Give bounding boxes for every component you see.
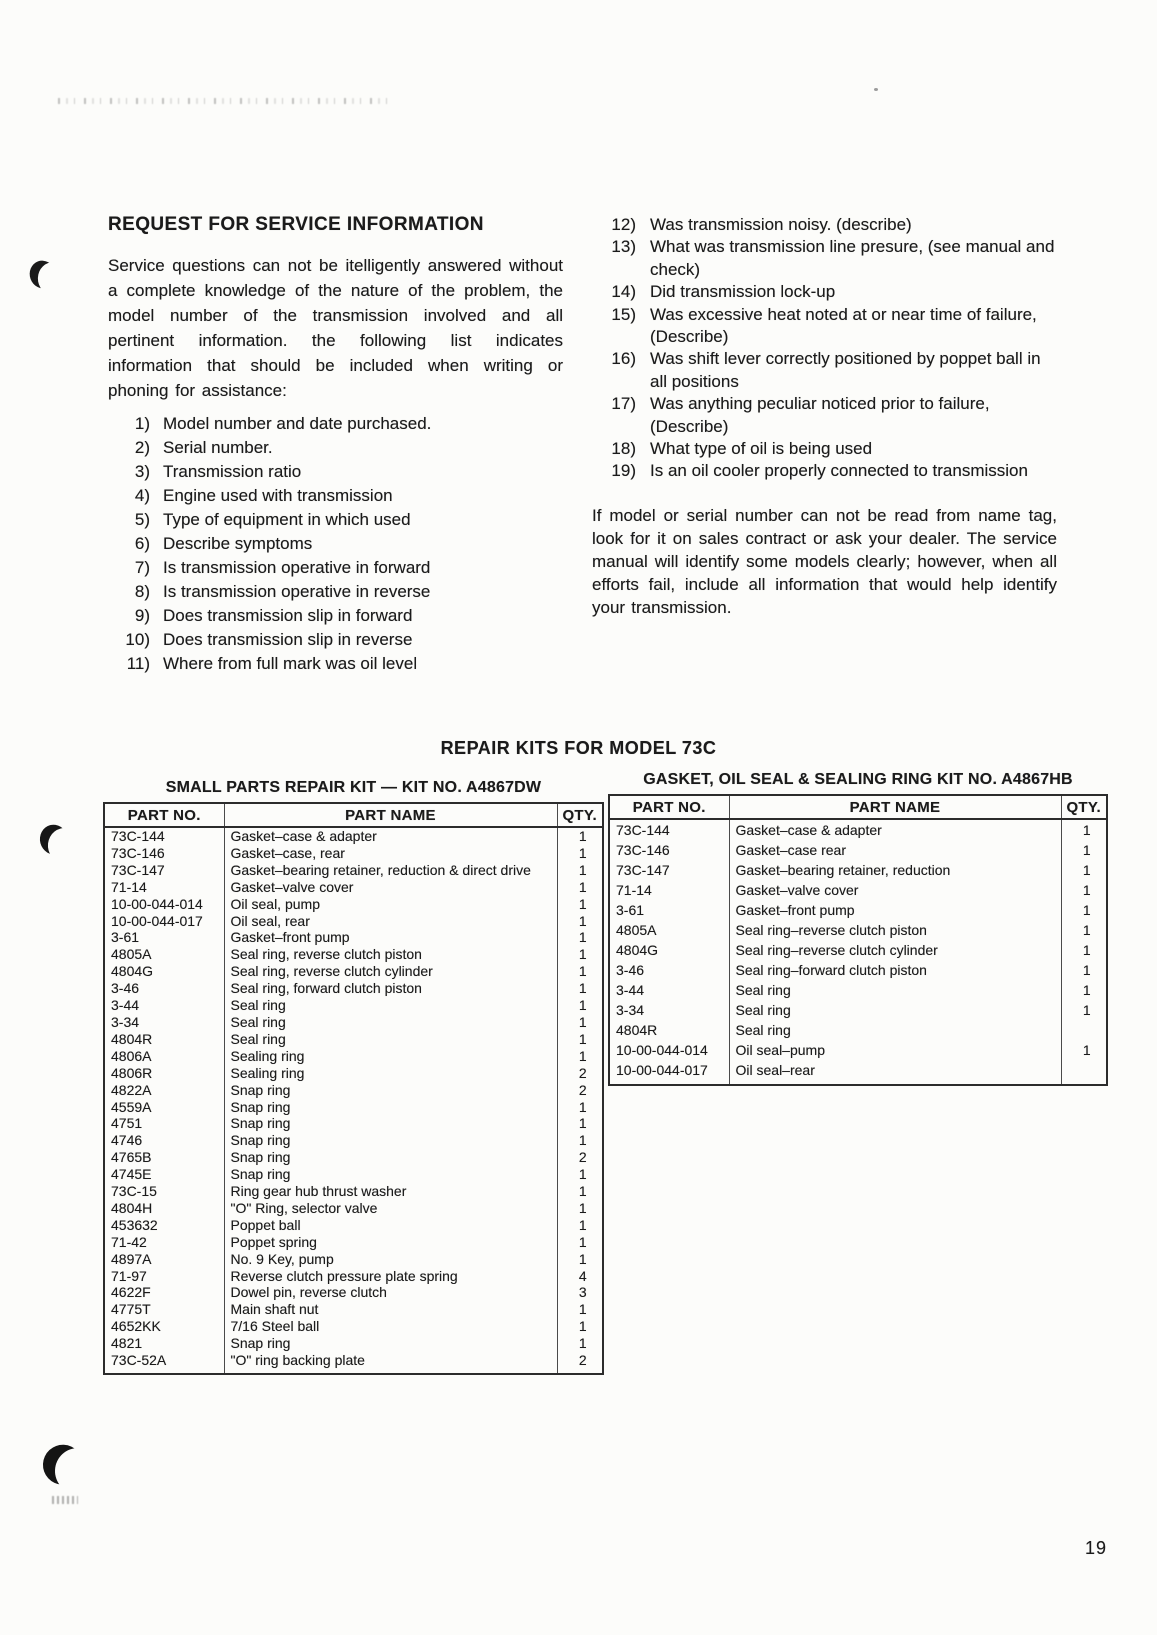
table-row [104,963,603,980]
part-no-cell: 4745E [111,1166,152,1183]
list-item-text: Was excessive heat noted at or near time of failure, (Describe) [650,304,1037,347]
part-name-cell: Gasket–valve cover [729,880,1061,900]
part-name-cell: Snap ring [224,1115,557,1132]
part-no-cell: 73C-147 [111,861,165,878]
list-item [108,436,563,460]
list-item-number: 3) [134,462,150,481]
table-row [104,1115,603,1132]
column-header-part-no: PART NO. [609,795,729,819]
table-row [104,1132,603,1149]
part-no-cell: 4804G [111,963,154,980]
part-name-cell: Seal ring [224,1014,557,1031]
part-no-cell: 3-61 [111,929,140,946]
list-item [108,580,563,604]
part-no-cell: 71-14 [616,882,652,898]
part-no-cell: 73C-144 [111,828,165,844]
qty-cell: 4 [557,1268,603,1285]
qty-cell: 1 [1061,819,1107,840]
part-name-cell: Snap ring [224,1132,557,1149]
part-name-cell: Main shaft nut [224,1301,557,1318]
qty-cell [1061,1060,1107,1085]
part-name-cell: Seal ring [729,980,1061,1000]
part-no-cell: 4822A [111,1081,152,1098]
part-no-cell: 453632 [111,1216,158,1233]
part-name-cell: Oil seal, pump [224,896,557,913]
part-name-cell: Poppet spring [224,1234,557,1251]
part-name-cell: Snap ring [224,1082,557,1099]
small-parts-table [103,802,604,1375]
part-no-cell: 4804G [616,942,659,958]
list-item [592,281,1057,303]
qty-cell: 2 [557,1065,603,1082]
part-no-cell: 4804R [111,1030,153,1047]
part-no-cell: 4746 [111,1132,143,1149]
qty-cell: 1 [557,827,603,845]
part-name-cell: Oil seal–pump [729,1040,1061,1060]
qty-cell: 1 [1061,940,1107,960]
column-header-part-name: PART NAME [729,795,1061,819]
qty-cell: 3 [557,1284,603,1301]
table-row [104,1217,603,1234]
part-name-cell: Seal ring, reverse clutch piston [224,946,557,963]
qty-cell: 1 [557,946,603,963]
list-item-text: Did transmission lock-up [650,282,836,302]
table-row [104,879,603,896]
qty-cell: 1 [557,1014,603,1031]
part-name-cell: Sealing ring [224,1065,557,1082]
gasket-kit-title: GASKET, OIL SEAL & SEALING RING KIT NO. A4867HB [643,771,1073,788]
qty-cell: 2 [557,1149,603,1166]
ink-mark-icon [33,258,75,301]
qty-cell: 1 [557,1234,603,1251]
part-no-cell: 3-34 [616,1002,645,1018]
small-parts-table-body [104,827,603,1374]
table-row [104,1234,603,1251]
list-item [108,412,563,436]
table-row [104,1065,603,1082]
part-name-cell: Gasket–valve cover [224,879,557,896]
list-item-number: 7) [134,558,150,577]
table-row [104,1335,603,1352]
list-item-number: 12) [611,215,636,234]
part-name-cell: Seal ring–forward clutch piston [729,960,1061,980]
qty-cell: 1 [1061,900,1107,920]
list-item-text: Does transmission slip in forward [163,606,413,625]
qty-cell: 2 [557,1352,603,1374]
part-name-cell: Oil seal, rear [224,913,557,930]
part-no-cell: 4806A [111,1047,152,1064]
intro-paragraph: Service questions can not be itelligently answered without a complete knowledge of the nature of the problem, the model number of the transmission involved and all pertinent information. the following list indicates information that should be included when writing or phoning for assistance: [108,256,563,400]
table-row [609,1020,1107,1040]
list-item-text: Does transmission slip in reverse [163,630,413,649]
part-no-cell: 4804R [616,1022,658,1038]
part-no-cell: 4821 [111,1335,143,1352]
list-item-text: Was anything peculiar noticed prior to failure, (Describe) [650,394,990,436]
part-no-cell: 3-61 [616,902,645,918]
list-item [108,532,563,556]
table-row [104,1014,603,1031]
list-item [592,214,1057,236]
qty-cell: 1 [1061,880,1107,900]
table-row [104,862,603,879]
part-no-cell: 10-00-044-017 [111,912,203,929]
repair-kits-heading: REPAIR KITS FOR MODEL 73C [440,738,717,758]
list-item-number: 8) [134,582,150,601]
list-item-number: 17) [611,394,636,414]
table-row [104,1284,603,1301]
list-item-number: 18) [611,439,636,459]
gasket-kit-table-header [609,795,1107,819]
qty-cell: 1 [557,1031,603,1048]
part-name-cell: Gasket–front pump [729,900,1061,920]
part-name-cell: Snap ring [224,1099,557,1116]
part-no-cell: 4622F [111,1284,151,1301]
table-row [609,1040,1107,1060]
service-info-left-column [108,214,563,676]
ink-mark-icon [44,824,86,868]
part-no-cell: 10-00-044-017 [616,1062,708,1078]
list-item-text: Transmission ratio [163,462,302,481]
part-name-cell: Seal ring [729,1000,1061,1020]
table-row [104,896,603,913]
part-name-cell: Seal ring [224,997,557,1014]
table-row [609,940,1107,960]
part-name-cell: "O" Ring, selector valve [224,1200,557,1217]
list-item-text: What was transmission line presure, (see manual and check) [650,237,1055,279]
table-row [104,1251,603,1268]
part-name-cell: Gasket–case, rear [224,845,557,862]
part-name-cell: Gasket–case rear [729,840,1061,860]
part-name-cell: Gasket–bearing retainer, reduction [729,860,1061,880]
qty-cell: 1 [557,997,603,1014]
list-item-number: 1) [134,414,150,433]
list-item-number: 10) [125,630,150,649]
table-row [104,997,603,1014]
ink-mark-tail [52,1496,78,1504]
scan-speck [874,88,878,91]
qty-cell: 1 [557,1099,603,1116]
list-item-number: 19) [611,461,636,481]
part-name-cell: "O" ring backing plate [224,1352,557,1374]
qty-cell: 1 [557,845,603,862]
qty-cell: 1 [557,929,603,946]
table-row [104,1200,603,1217]
list-item-text: Serial number. [163,438,273,457]
qty-cell: 1 [557,1115,603,1132]
part-no-cell: 71-97 [111,1267,147,1284]
table-row [609,960,1107,980]
list-item-text: Was transmission noisy. (describe) [650,215,912,234]
part-name-cell: Seal ring–reverse clutch cylinder [729,940,1061,960]
part-no-cell: 3-46 [616,962,645,978]
header-row [104,803,603,827]
list-item-text: Is an oil cooler properly connected to transmission [650,461,1028,481]
list-item-text: Describe symptoms [163,534,313,553]
part-no-cell: 3-46 [111,980,140,997]
qty-cell: 1 [1061,920,1107,940]
table-row [104,946,603,963]
table-row [104,913,603,930]
table-row [104,1166,603,1183]
ink-mark-icon [49,1442,108,1501]
scan-smudge [58,98,388,104]
qty-cell: 1 [1061,860,1107,880]
qty-cell: 1 [557,862,603,879]
part-name-cell: Gasket–case & adapter [224,827,557,845]
qty-cell: 1 [1061,960,1107,980]
table-row [609,980,1107,1000]
part-no-cell: 4775T [111,1301,151,1318]
list-item [592,393,1057,438]
column-header-part-no: PART NO. [104,803,224,827]
table-row [104,1099,603,1116]
list-item-number: 15) [611,304,636,324]
table-row [104,1352,603,1374]
part-name-cell: Seal ring–reverse clutch piston [729,920,1061,940]
list-item-number: 14) [611,282,636,302]
table-row [609,840,1107,860]
column-header-qty: QTY. [557,803,603,827]
small-parts-kit-title: SMALL PARTS REPAIR KIT — KIT NO. A4867DW [165,779,542,796]
part-name-cell: Gasket–front pump [224,929,557,946]
part-no-cell: 71-42 [111,1233,147,1250]
qty-cell: 1 [1061,980,1107,1000]
list-item [592,236,1057,281]
part-no-cell: 4897A [111,1250,152,1267]
gasket-kit-table [608,794,1108,1086]
part-name-cell: Gasket–bearing retainer, reduction & direct drive [224,862,557,879]
list-item [108,460,563,484]
qty-cell: 1 [557,980,603,997]
qty-cell: 1 [557,1318,603,1335]
table-row [104,1149,603,1166]
qty-cell: 2 [557,1082,603,1099]
qty-cell: 1 [557,1301,603,1318]
qty-cell: 1 [557,896,603,913]
part-no-cell: 4804H [111,1199,153,1216]
table-row [104,827,603,845]
part-no-cell: 10-00-044-014 [616,1042,708,1058]
list-item-text: Was shift lever correctly positioned by poppet ball in all positions [650,349,1041,391]
gasket-kit-section [608,771,1108,1086]
list-item [592,304,1057,349]
list-item-text: What type of oil is being used [650,439,873,459]
part-name-cell: Seal ring, reverse clutch cylinder [224,963,557,980]
list-item-number: 6) [134,534,150,553]
part-name-cell: Snap ring [224,1166,557,1183]
part-name-cell: Ring gear hub thrust washer [224,1183,557,1200]
part-no-cell: 10-00-044-014 [111,895,203,912]
part-no-cell: 3-34 [111,1013,140,1030]
part-name-cell: 7/16 Steel ball [224,1318,557,1335]
list-item [108,628,563,652]
table-row [104,929,603,946]
table-row [609,920,1107,940]
part-no-cell: 73C-147 [616,862,670,878]
table-row [609,880,1107,900]
service-checklist-items-1-11 [108,412,563,676]
list-item-text: Where from full mark was oil level [163,654,418,673]
part-no-cell: 4652KK [111,1318,161,1335]
part-name-cell: Oil seal–rear [729,1060,1061,1085]
list-item-text: Is transmission operative in reverse [163,582,431,601]
small-parts-kit-section [103,779,604,1375]
list-item-number: 5) [134,510,150,529]
qty-cell: 1 [557,1200,603,1217]
qty-cell: 1 [1061,1000,1107,1020]
list-item-text: Is transmission operative in forward [163,558,431,577]
list-item [592,438,1057,460]
part-no-cell: 73C-146 [616,842,670,858]
part-name-cell: Seal ring, forward clutch piston [224,980,557,997]
part-no-cell: 3-44 [111,997,140,1014]
list-item-number: 13) [611,237,636,257]
list-item-number: 11) [126,654,150,673]
qty-cell: 1 [1061,1040,1107,1060]
part-name-cell: Dowel pin, reverse clutch [224,1284,557,1301]
part-name-cell: Seal ring [224,1031,557,1048]
list-item-text: Model number and date purchased. [163,414,432,433]
table-row [609,819,1107,840]
list-item [108,652,563,676]
part-name-cell: Seal ring [729,1020,1061,1040]
small-parts-table-header [104,803,603,827]
table-row [104,845,603,862]
qty-cell: 1 [557,1132,603,1149]
header-row [609,795,1107,819]
part-no-cell: 4805A [616,922,657,938]
part-name-cell: Sealing ring [224,1048,557,1065]
qty-cell: 1 [557,1048,603,1065]
list-item-text: Type of equipment in which used [163,510,411,529]
column-header-part-name: PART NAME [224,803,557,827]
table-row [104,1082,603,1099]
list-item [108,604,563,628]
gasket-kit-table-body [609,819,1107,1085]
part-name-cell: Reverse clutch pressure plate spring [224,1268,557,1285]
qty-cell: 1 [557,1183,603,1200]
qty-cell: 1 [557,879,603,896]
list-item-number: 16) [611,349,636,369]
part-no-cell: 73C-144 [616,822,670,838]
qty-cell: 1 [1061,840,1107,860]
part-no-cell: 3-44 [616,982,645,998]
part-name-cell: Snap ring [224,1149,557,1166]
qty-cell: 1 [557,963,603,980]
column-header-qty: QTY. [1061,795,1107,819]
part-no-cell: 4805A [111,946,152,963]
qty-cell: 1 [557,913,603,930]
table-row [609,1060,1107,1085]
qty-cell: 1 [557,1217,603,1234]
part-name-cell: No. 9 Key, pump [224,1251,557,1268]
table-row [609,900,1107,920]
part-name-cell: Poppet ball [224,1217,557,1234]
qty-cell: 1 [557,1166,603,1183]
qty-cell [1061,1020,1107,1040]
table-row [104,1318,603,1335]
list-item-number: 2) [134,438,150,457]
table-row [104,1183,603,1200]
list-item [108,508,563,532]
list-item [108,484,563,508]
qty-cell: 1 [557,1335,603,1352]
table-row [104,980,603,997]
part-name-cell: Snap ring [224,1335,557,1352]
part-no-cell: 73C-52A [111,1352,167,1369]
table-row [609,860,1107,880]
table-row [104,1031,603,1048]
outro-paragraph: If model or serial number can not be read from name tag, look for it on sales contract or ask your dealer. The service manual will identify some models clearly; however, when all efforts fail, include all information that would help identify your transmission. [592,505,1057,617]
section-heading: REQUEST FOR SERVICE INFORMATION [108,214,484,235]
part-no-cell: 4765B [111,1149,152,1166]
part-no-cell: 71-14 [111,878,147,895]
list-item-text: Engine used with transmission [163,486,393,505]
table-row [609,1000,1107,1020]
list-item-number: 9) [134,606,150,625]
table-row [104,1301,603,1318]
table-row [104,1268,603,1285]
part-no-cell: 73C-146 [111,844,165,861]
part-name-cell: Gasket–case & adapter [729,819,1061,840]
part-no-cell: 73C-15 [111,1183,157,1200]
service-checklist-items-12-19 [592,214,1057,483]
page-number: 19 [1085,1538,1108,1558]
qty-cell: 1 [557,1251,603,1268]
list-item [592,348,1057,393]
part-no-cell: 4559A [111,1098,152,1115]
part-no-cell: 4751 [111,1115,143,1132]
list-item [108,556,563,580]
table-row [104,1048,603,1065]
service-info-right-column [592,205,1057,619]
part-no-cell: 4806R [111,1064,153,1081]
list-item-number: 4) [134,486,150,505]
list-item [592,460,1057,482]
